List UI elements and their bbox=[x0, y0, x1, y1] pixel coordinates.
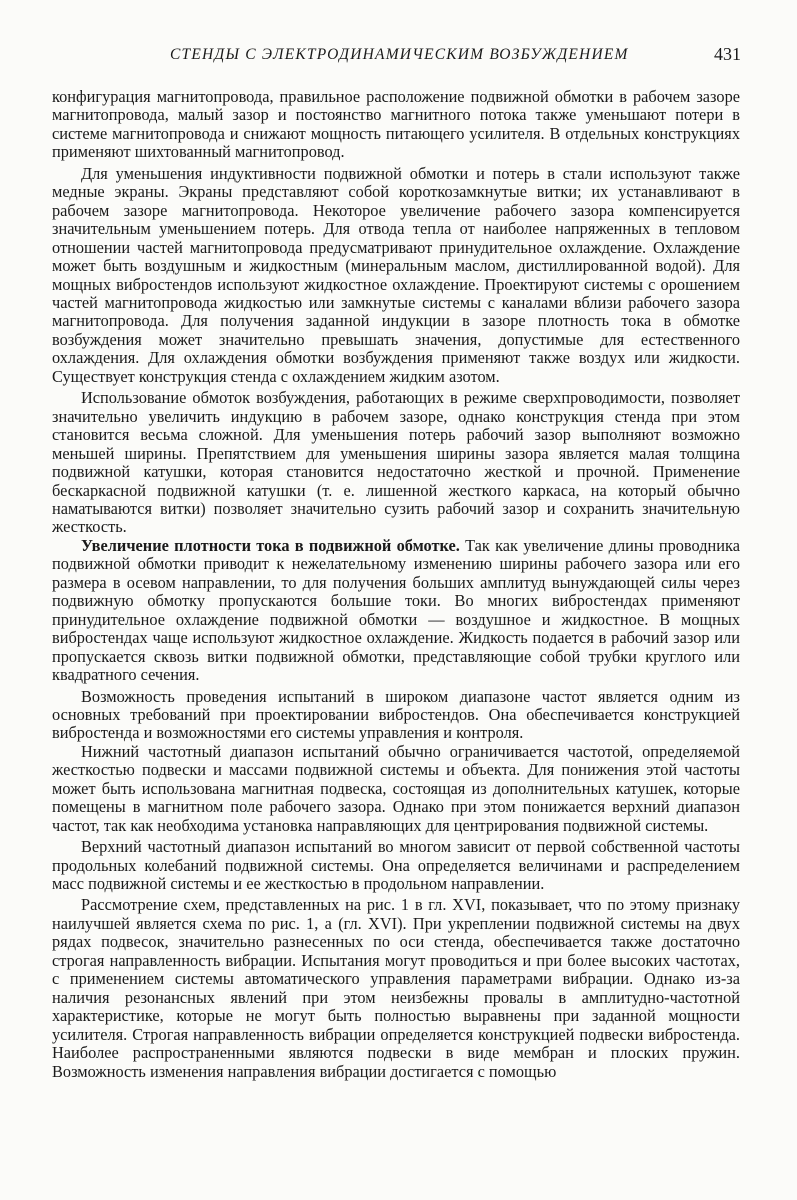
paragraph-8 bbox=[52, 896, 740, 1081]
page-number: 431 bbox=[714, 44, 741, 64]
paragraph-5 bbox=[52, 688, 740, 743]
paragraph-text: Нижний частотный диапазон испытаний обычно ограничивается частотой, определяемой жесткостью подвески и массами подвижной системы и объекта. Для понижения этой частоты может быть использована магнитная подвеска, состоящая из дополнительных катушек, которые помещены в магнитном поле рабочего зазора. Однако при этом понижается верхний диапазон частот, так как необходима установка направляющих для центрирования подвижной системы. bbox=[52, 741, 740, 835]
paragraph-text: Рассмотрение схем, представленных на рис. 1 в гл. XVI, показывает, что по этому признаку наилучшей является схема по рис. 1, а (гл. XVI). При укреплении подвижной системы на двух рядах подвесок, значительно разнесенных по оси стенда, обеспечивается также достаточно строгая направленность вибрации. Испытания могут проводиться и при более высоких частотах, с применением системы автоматического управления параметрами вибрации. Однако из-за наличия резонансных явлений при этом неизбежны провалы в амплитудно-частотной характеристике, которые не могут быть полностью выравнены при заданной мощности усилителя. Строгая направленность вибрации определяется конструкцией подвески вибростенда. Наиболее распространенными являются подвески в виде мембран и плоских пружин. Возможность изменения направления вибрации достигается с помощью bbox=[52, 895, 740, 1081]
paragraph-text: Использование обмоток возбуждения, работающих в режиме сверхпроводимости, позволяет значительно увеличить индукцию в рабочем зазоре, однако конструкция стенда при этом становится весьма сложной. Для уменьшения потерь рабочий зазор выполняют возможно меньшей ширины. Препятствием для уменьшения ширины зазора является малая толщина подвижной катушки, которая становится недостаточно жесткой и прочной. Применение бескаркасной подвижной катушки (т. е. лишенной жесткого каркаса, на который обычно наматываются витки) позволяет значительно сузить рабочий зазор и сохранить значительную жесткость. bbox=[52, 388, 740, 537]
body-text bbox=[52, 88, 740, 1081]
paragraph-3 bbox=[52, 389, 740, 537]
paragraph-text: Так как увеличение длины проводника подвижной обмотки приводит к нежелательному изменению ширины рабочего зазора или его размера в осевом направлении, то для получения больших амплитуд вынуждающей силы через подвижную обмотку пропускаются большие токи. Во многих вибростендах применяют принудительное охлаждение подвижной обмотки — воздушное и жидкостное. В мощных вибростендах чаще используют жидкостное охлаждение. Жидкость подается в рабочий зазор или пропускается сквозь витки подвижной обмотки, представляющие собой трубки круглого или квадратного сечения. bbox=[52, 535, 740, 685]
paragraph-text: конфигурация магнитопровода, правильное расположение подвижной обмотки в рабочем зазоре магнитопровода, малый зазор и постоянство магнитного потока также уменьшают потери в системе магнитопровода и снижают мощность питающего усилителя. В отдельных конструкциях применяют шихтованный магнитопровод. bbox=[52, 87, 740, 162]
paragraph-4 bbox=[52, 537, 740, 685]
paragraph-6 bbox=[52, 743, 740, 835]
paragraph-1 bbox=[52, 88, 740, 162]
paragraph-text: Для уменьшения индуктивности подвижной обмотки и потерь в стали используют также медные экраны. Экраны представляют собой короткозамкнутые витки; их устанавливают в рабочем зазоре магнитопровода. Некоторое увеличение рабочего зазора компенсируется значительным уменьшением потерь. Для отвода тепла от наиболее напряженных в тепловом отношении частей магнитопровода предусматривают принудительное охлаждение. Охлаждение может быть воздушным и жидкостным (минеральным маслом, дистиллированной водой). Для мощных вибростендов используют жидкостное охлаждение. Проектируют системы с орошением частей магнитопровода жидкостью или замкнутые системы с каналами вблизи рабочего зазора магнитопровода. Для получения заданной индукции в зазоре плотность тока в обмотке возбуждения может значительно превышать значения, допустимые для естественного охлаждения. Для охлаждения обмотки возбуждения применяют также воздух или жидкости. Существует конструкция стенда с охлаждением жидким азотом. bbox=[52, 163, 740, 386]
running-title: СТЕНДЫ С ЭЛЕКТРОДИНАМИЧЕСКИМ ВОЗБУЖДЕНИЕМ bbox=[170, 46, 629, 63]
paragraph-text: Верхний частотный диапазон испытаний во многом зависит от первой собственной частоты продольных колебаний подвижной системы. Она определяется величинами и распределением масс подвижной системы и ее жесткостью в продольном направлении. bbox=[52, 837, 740, 894]
paragraph-2 bbox=[52, 165, 740, 386]
paragraph-7 bbox=[52, 838, 740, 893]
page-header bbox=[52, 44, 741, 68]
paragraph-text: Возможность проведения испытаний в широком диапазоне частот является одним из основных требований при проектировании вибростендов. Она обеспечивается конструкцией вибростенда и возможностями его системы управления и контроля. bbox=[52, 686, 740, 743]
paragraph-lead-heading: Увеличение плотности тока в подвижной обмотке. bbox=[81, 535, 460, 555]
